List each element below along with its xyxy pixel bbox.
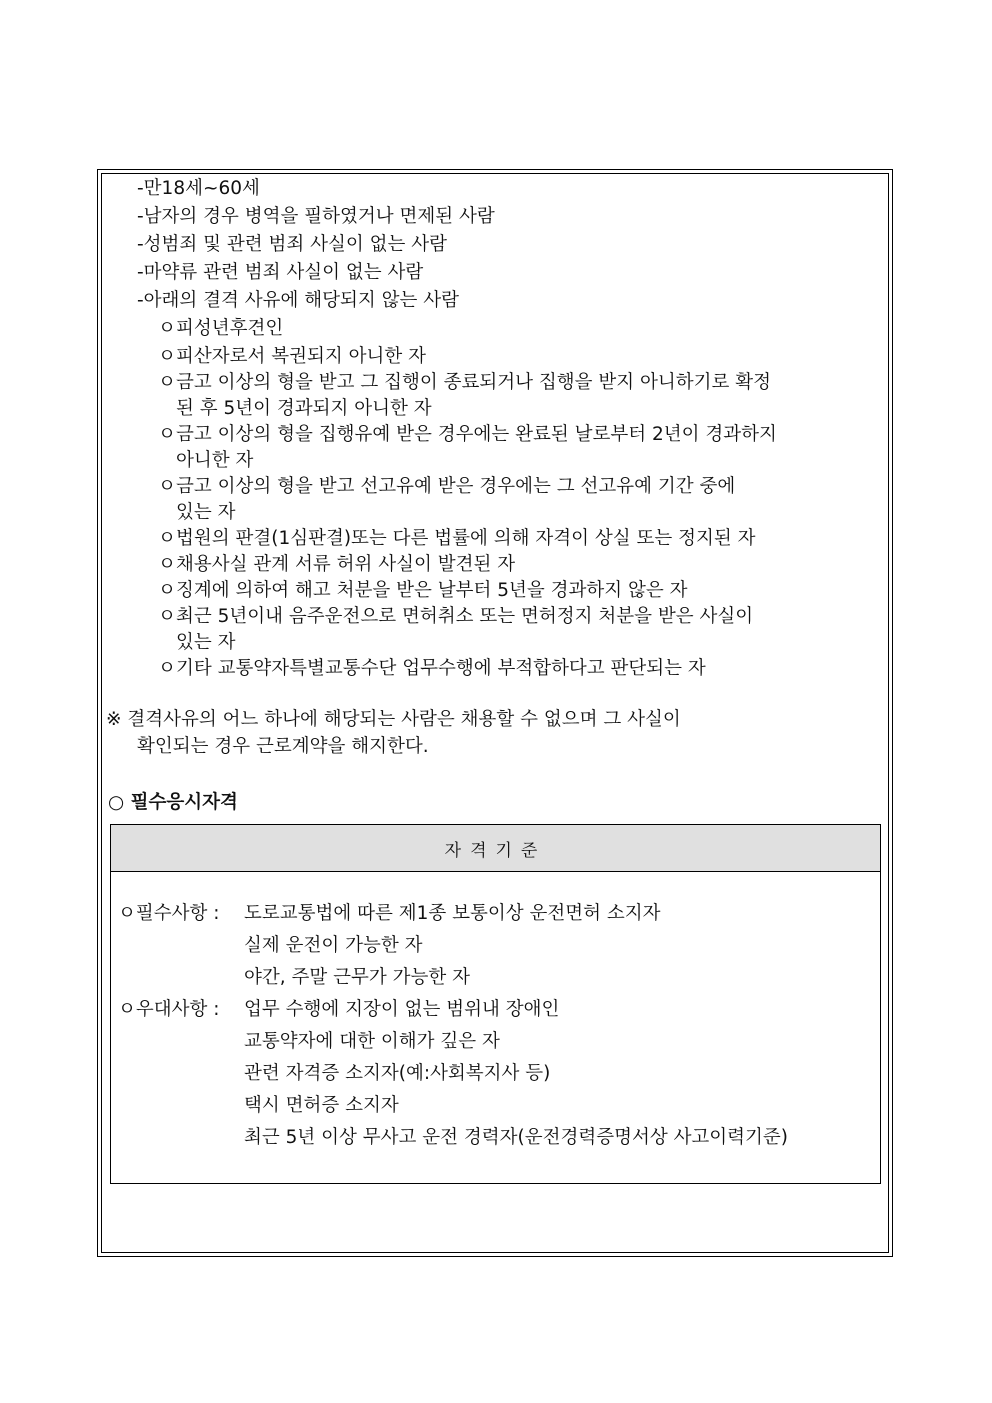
required-item: 도로교통법에 따른 제1종 보통이상 운전면허 소지자 — [244, 903, 661, 924]
circle-bullet-icon: ㅇ — [158, 318, 176, 339]
disqualification-item: ㅇ금고 이상의 형을 받고 그 집행이 종료되거나 집행을 받지 아니하기로 확정 — [158, 372, 771, 393]
disqualification-item: ㅇ금고 이상의 형을 받고 선고유예 받은 경우에는 그 선고유예 기간 중에 — [158, 476, 736, 497]
disqualification-item: ㅇ최근 5년이내 음주운전으로 면허취소 또는 면허정지 처분을 받은 사실이 — [158, 606, 754, 627]
disqualification-item: ㅇ징계에 의하여 해고 처분을 받은 날부터 5년을 경과하지 않은 자 — [158, 580, 688, 601]
disqualification-item: ㅇ기타 교통약자특별교통수단 업무수행에 부적합하다고 판단되는 자 — [158, 658, 706, 679]
required-label: ㅇ필수사항 : — [118, 903, 220, 924]
disqualification-item-cont: 아니한 자 — [176, 450, 254, 471]
disqualification-item: ㅇ금고 이상의 형을 집행유예 받은 경우에는 완료된 날로부터 2년이 경과하지 — [158, 424, 777, 445]
criteria-disqualification: -아래의 결격 사유에 해당되지 않는 사람 — [137, 290, 460, 311]
note-text: ※ 결격사유의 어느 하나에 해당되는 사람은 채용할 수 없으며 그 사실이 — [106, 709, 681, 730]
circle-bullet-icon: ㅇ — [158, 372, 176, 393]
preferred-item: 업무 수행에 지장이 없는 범위내 장애인 — [244, 999, 560, 1020]
circle-bullet-icon: ㅇ — [158, 528, 176, 549]
disqualification-item: ㅇ피산자로서 복권되지 아니한 자 — [158, 346, 426, 367]
circle-bullet-icon: ㅇ — [158, 606, 176, 627]
circle-bullet-icon: ㅇ — [158, 476, 176, 497]
criteria-drug-crime: -마약류 관련 범죄 사실이 없는 사람 — [137, 262, 424, 283]
circle-bullet-icon: ㅇ — [158, 346, 176, 367]
disqualification-item: ㅇ피성년후견인 — [158, 318, 284, 339]
preferred-item: 교통약자에 대한 이해가 깊은 자 — [244, 1031, 500, 1052]
criteria-age: -만18세~60세 — [137, 178, 260, 199]
disqualification-item-cont: 있는 자 — [176, 502, 236, 523]
required-item: 실제 운전이 가능한 자 — [244, 935, 423, 956]
preferred-item: 최근 5년 이상 무사고 운전 경력자(운전경력증명서상 사고이력기준) — [244, 1127, 789, 1148]
required-item: 야간, 주말 근무가 가능한 자 — [244, 967, 470, 988]
section-title: ○ 필수응시자격 — [108, 792, 238, 813]
circle-bullet-icon: ㅇ — [158, 580, 176, 601]
note-text-cont: 확인되는 경우 근로계약을 해지한다. — [137, 736, 429, 757]
table-header: 자격기준 — [111, 825, 880, 872]
preferred-item: 관련 자격증 소지자(예:사회복지사 등) — [244, 1063, 551, 1084]
disqualification-item: ㅇ법원의 판결(1심판결)또는 다른 법률에 의해 자격이 상실 또는 정지된 자 — [158, 528, 756, 549]
criteria-military: -남자의 경우 병역을 필하였거나 면제된 사람 — [137, 206, 495, 227]
circle-bullet-icon: ㅇ — [158, 554, 176, 575]
disqualification-item: ㅇ채용사실 관계 서류 허위 사실이 발견된 자 — [158, 554, 516, 575]
circle-bullet-icon: ㅇ — [158, 658, 176, 679]
preferred-label: ㅇ우대사항 : — [118, 999, 220, 1020]
disqualification-item-cont: 있는 자 — [176, 632, 236, 653]
circle-bullet-icon: ㅇ — [158, 424, 176, 445]
criteria-sex-crime: -성범죄 및 관련 범죄 사실이 없는 사람 — [137, 234, 448, 255]
preferred-item: 택시 면허증 소지자 — [244, 1095, 399, 1116]
disqualification-item-cont: 된 후 5년이 경과되지 아니한 자 — [176, 398, 432, 419]
